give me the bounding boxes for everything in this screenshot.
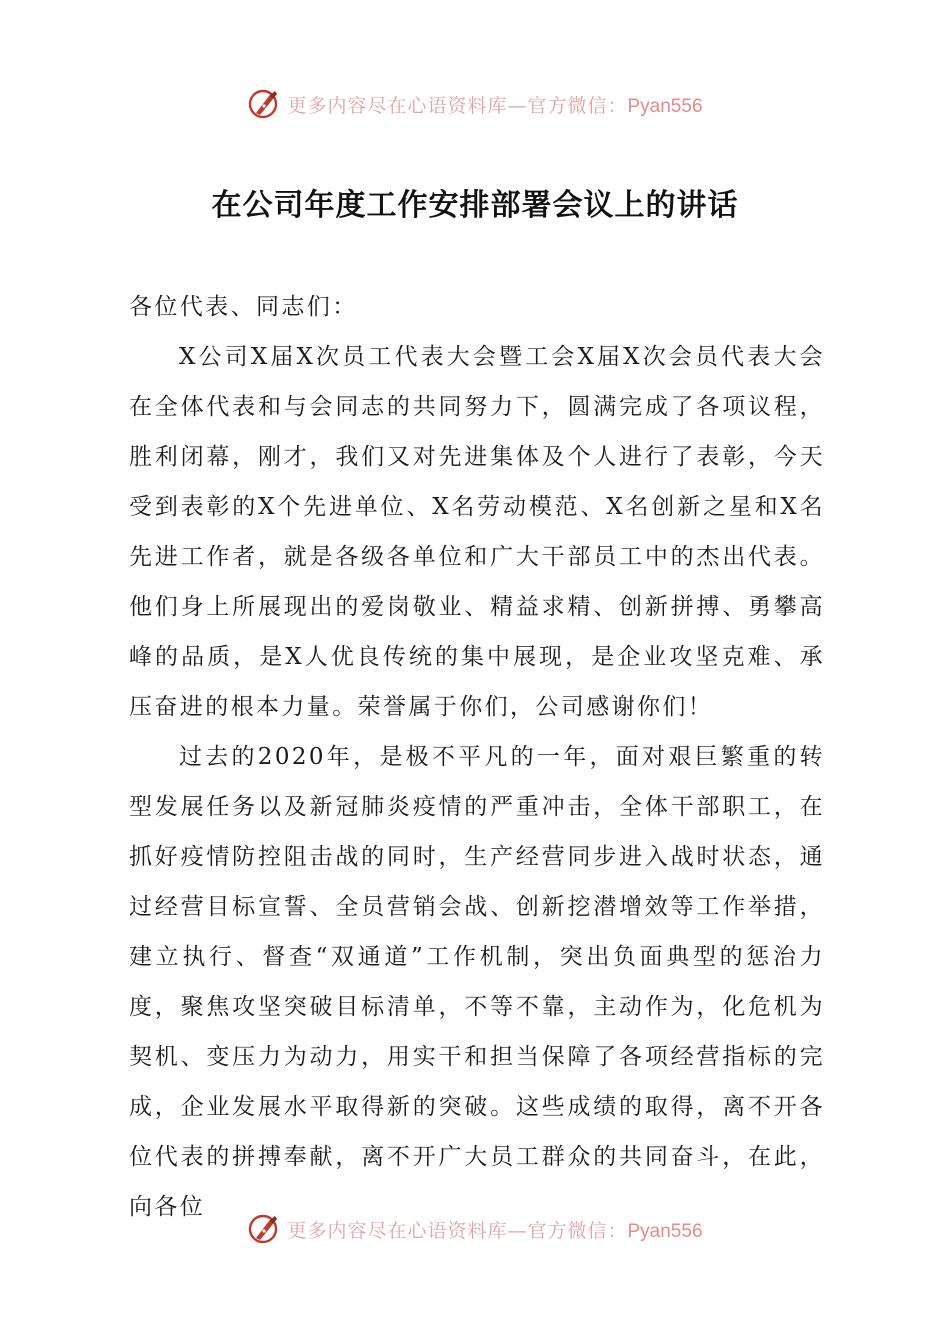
watermark-text: 更多内容尽在心语资料库—官方微信：Pyan556 <box>287 1219 703 1242</box>
document-title: 在公司年度工作安排部署会议上的讲话 <box>211 188 739 223</box>
salutation: 各位代表、同志们： <box>129 294 358 320</box>
watermark-text: 更多内容尽在心语资料库—官方微信：Pyan556 <box>287 94 703 117</box>
paragraph-2: 过去的2020年，是极不平凡的一年，面对艰巨繁重的转型发展任务以及新冠肺炎疫情的严重冲击，全体干部职工，在抓好疫情防控阻击战的同时，生产经营同步进入战时状态，通过经营目标宣誓、全员营销会战、创新挖潜增效等工作举措，建立执行、督查“双通道”工作机制，突出负面典型的惩治力度，聚焦攻坚突破目标清单，不等不靠，主动作为，化危机为契机、变压力为动力，用实干和担当保障了各项经营指标的完成，企业发展水平取得新的突破。这些成绩的取得，离不开各位代表的拼搏奉献，离不开广大员工群众的共同奋斗，在此，向各位 <box>129 744 825 1220</box>
pen-nib-logo-icon <box>247 1212 281 1246</box>
paragraph-1: X公司X届X次员工代表大会暨工会X届X次会员代表大会在全体代表和与会同志的共同努力下，圆满完成了各项议程，胜利闭幕，刚才，我们又对先进集体及个人进行了表彰，今天受到表彰的X个先进单位、X名劳动模范、X名创新之星和X名先进工作者，就是各级各单位和广大干部员工中的杰出代表。他们身上所展现出的爱岗敬业、精益求精、创新拼搏、勇攀高峰的品质，是X人优良传统的集中展现，是企业攻坚克难、承压奋进的根本力量。荣誉属于你们，公司感谢你们！ <box>129 344 825 720</box>
wechat-id: Pyan556 <box>627 95 703 117</box>
header-watermark-banner <box>0 84 950 124</box>
pen-nib-logo-icon <box>247 87 281 121</box>
wechat-id: Pyan556 <box>627 1220 703 1242</box>
footer-watermark-banner <box>0 1209 950 1249</box>
document-body <box>129 282 825 1232</box>
